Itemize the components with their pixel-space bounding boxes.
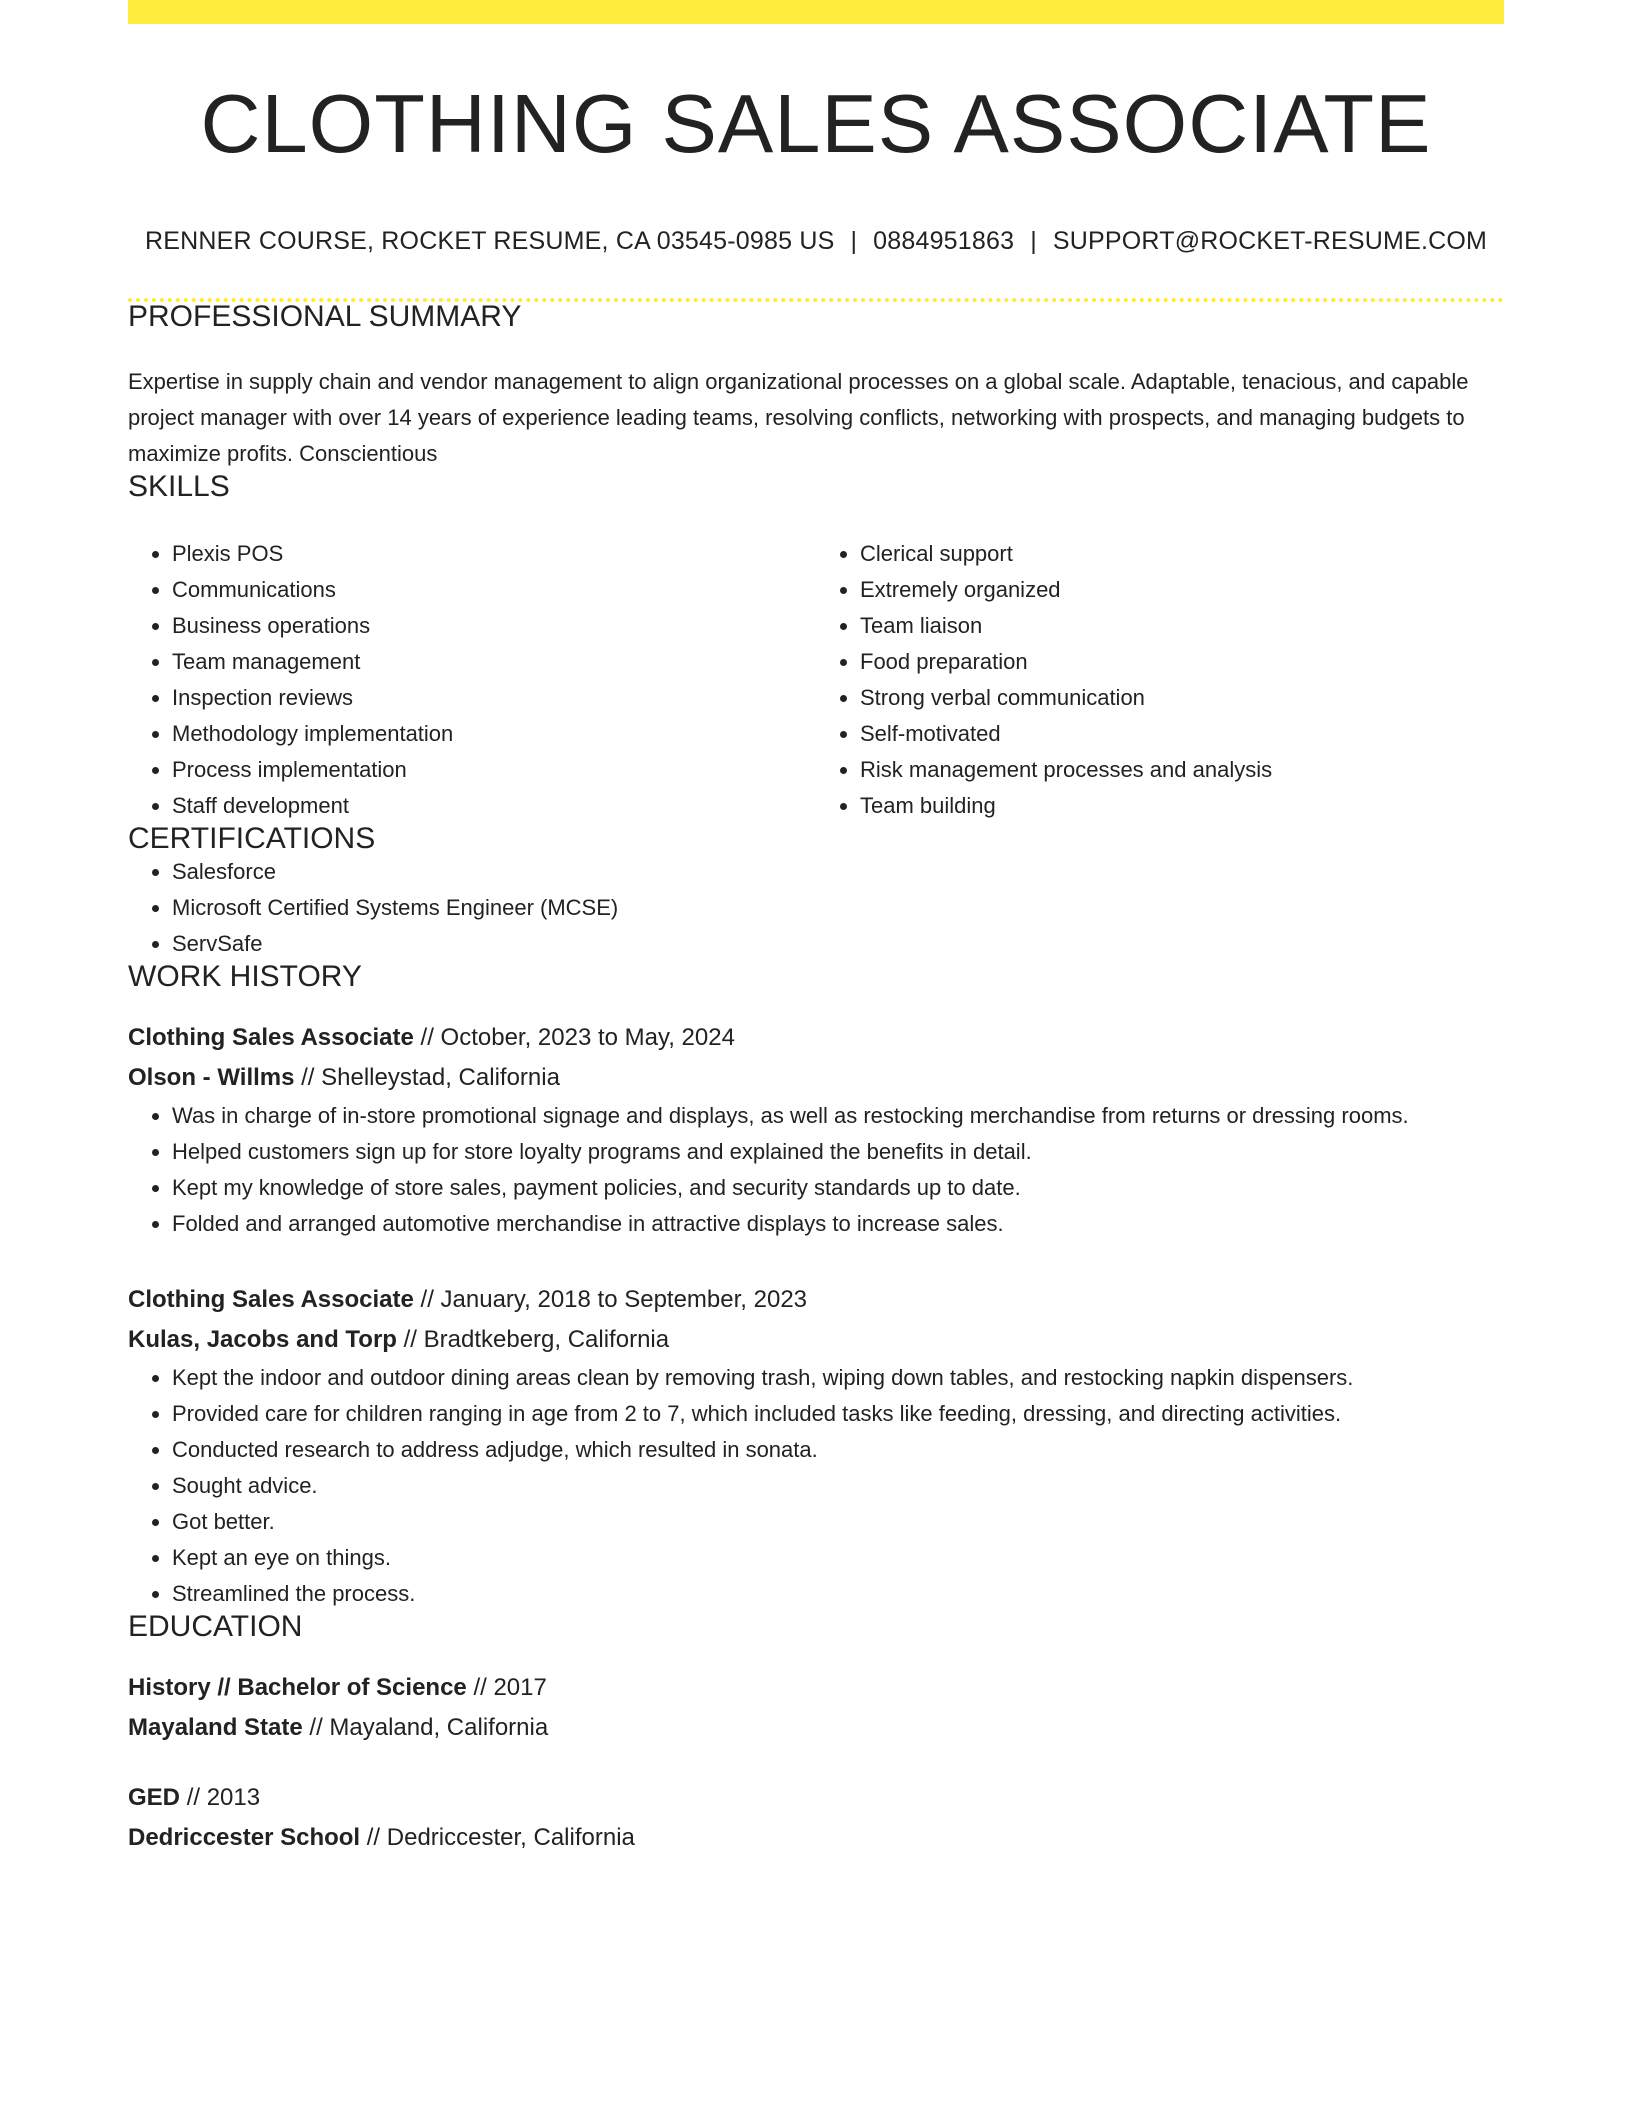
skill-item: • Clerical support <box>860 536 1504 572</box>
certification-item: • Salesforce <box>172 854 1504 890</box>
job-duty: • Folded and arranged automotive merchandise in attractive displays to increase sales. <box>172 1206 1504 1242</box>
job-company-line <box>128 1058 1504 1098</box>
job-location: // Shelleystad, California <box>301 1064 560 1091</box>
contact-line <box>128 227 1504 256</box>
job-duty: • Helped customers sign up for store loyalty programs and explained the benefits in detail. <box>172 1134 1504 1170</box>
education-school-line <box>128 1818 1504 1858</box>
job-entry <box>128 1018 1504 1242</box>
job-duty: • Was in charge of in-store promotional signage and displays, as well as restocking merchandise from returns or dressing rooms. <box>172 1098 1504 1134</box>
job-dates: // October, 2023 to May, 2024 <box>420 1024 735 1051</box>
resume-page <box>128 0 1504 1858</box>
education-entry <box>128 1778 1504 1858</box>
job-role: Clothing Sales Associate <box>128 1024 414 1051</box>
education-location: // Mayaland, California <box>309 1714 549 1741</box>
skills-list-right <box>816 536 1504 824</box>
education-degree-line <box>128 1778 1504 1818</box>
job-location: // Bradtkeberg, California <box>403 1326 670 1353</box>
job-duty: • Kept the indoor and outdoor dining areas clean by removing trash, wiping down tables, and restocking napkin dispensers. <box>172 1360 1504 1396</box>
certifications-list <box>128 854 1504 962</box>
top-accent-bar <box>128 0 1504 24</box>
certification-item: • Microsoft Certified Systems Engineer (MCSE) <box>172 890 1504 926</box>
education-degree: GED <box>128 1784 181 1811</box>
job-role-line <box>128 1018 1504 1058</box>
contact-separator: | <box>850 227 858 255</box>
summary-heading: PROFESSIONAL SUMMARY <box>128 300 522 333</box>
job-duty: • Sought advice. <box>172 1468 1504 1504</box>
resume-title: CLOTHING SALES ASSOCIATE <box>200 77 1432 170</box>
job-duty: • Streamlined the process. <box>172 1576 1504 1612</box>
job-duties-list <box>128 1098 1504 1242</box>
summary-text: Expertise in supply chain and vendor management to align organizational processes on a global scale. Adaptable, tenacious, and capable project manager with over 14 years of experience leading teams, resolving conflicts, networking with prospects, and managing budgets to maximize profits. Conscientious <box>128 369 1469 466</box>
job-company: Olson - Willms <box>128 1064 295 1091</box>
job-duty: • Conducted research to address adjudge, which resulted in sonata. <box>172 1432 1504 1468</box>
skill-item: • Strong verbal communication <box>860 680 1504 716</box>
skill-item: • Team liaison <box>860 608 1504 644</box>
certification-item: • ServSafe <box>172 926 1504 962</box>
job-entry <box>128 1280 1504 1612</box>
skill-item: • Plexis POS <box>172 536 816 572</box>
skill-item: • Self-motivated <box>860 716 1504 752</box>
education-degree-line <box>128 1668 1504 1708</box>
education-year: // 2017 <box>473 1674 547 1701</box>
contact-email: SUPPORT@ROCKET-RESUME.COM <box>1052 227 1488 255</box>
job-company-line <box>128 1320 1504 1360</box>
skill-item: • Inspection reviews <box>172 680 816 716</box>
skill-item: • Team management <box>172 644 816 680</box>
contact-phone: 0884951863 <box>873 227 1015 255</box>
contact-separator: | <box>1030 227 1037 255</box>
skills-grid <box>128 536 1504 824</box>
skill-item: • Communications <box>172 572 816 608</box>
education-location: // Dedriccester, California <box>366 1824 635 1851</box>
education-school-line <box>128 1708 1504 1748</box>
work-history-heading: WORK HISTORY <box>128 960 362 993</box>
skill-item: • Staff development <box>172 788 816 824</box>
education-school: Mayaland State <box>128 1714 303 1741</box>
job-duty: • Kept an eye on things. <box>172 1540 1504 1576</box>
job-duty: • Got better. <box>172 1504 1504 1540</box>
job-duty: • Provided care for children ranging in age from 2 to 7, which included tasks like feeding, dressing, and directing activities. <box>172 1396 1504 1432</box>
education-degree: History // Bachelor of Science <box>128 1674 467 1701</box>
skill-item: • Risk management processes and analysis <box>860 752 1504 788</box>
skill-item: • Team building <box>860 788 1504 824</box>
job-role: Clothing Sales Associate <box>128 1286 414 1313</box>
certifications-heading: CERTIFICATIONS <box>128 822 376 855</box>
job-company: Kulas, Jacobs and Torp <box>128 1326 397 1353</box>
contact-address: RENNER COURSE, ROCKET RESUME, CA 03545-0985 US <box>144 227 835 255</box>
skill-item: • Extremely organized <box>860 572 1504 608</box>
skills-list-left <box>128 536 816 824</box>
education-school: Dedriccester School <box>128 1824 361 1851</box>
job-duties-list <box>128 1360 1504 1612</box>
skills-heading: SKILLS <box>128 470 230 503</box>
skill-item: • Methodology implementation <box>172 716 816 752</box>
job-role-line <box>128 1280 1504 1320</box>
education-year: // 2013 <box>186 1784 261 1811</box>
skill-item: • Business operations <box>172 608 816 644</box>
job-dates: // January, 2018 to September, 2023 <box>420 1286 808 1313</box>
skill-item: • Process implementation <box>172 752 816 788</box>
skill-item: • Food preparation <box>860 644 1504 680</box>
job-duty: • Kept my knowledge of store sales, payment policies, and security standards up to date. <box>172 1170 1504 1206</box>
education-heading: EDUCATION <box>128 1610 303 1643</box>
education-entry <box>128 1668 1504 1748</box>
